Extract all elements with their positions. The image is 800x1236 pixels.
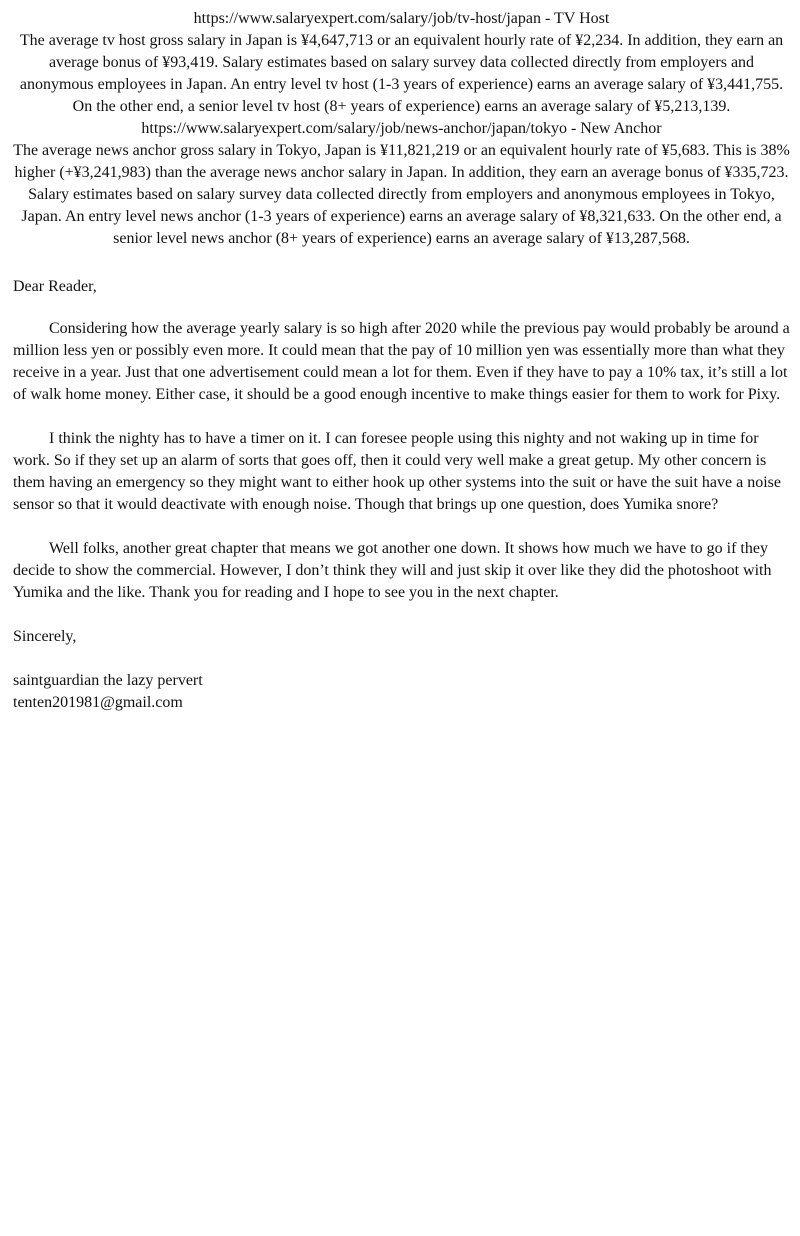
letter-paragraph-3: Well folks, another great chapter that means we got another one down. It shows how much we have to go if they decide to show the commercial. However, I don’t think they will and just skip it over like they did the photoshoot with Yumika and the like. Thank you for reading and I hope to see you in the next chapter. xyxy=(13,540,772,601)
signature-name: saintguardian the lazy pervert xyxy=(13,672,203,689)
letter-paragraph-2: I think the nighty has to have a timer on it. I can foresee people using this nighty and not waking up in time for work. So if they set up an alarm of sorts that goes off, then it could very well make a great getup. My other concern is them having an emergency so they might want to either hook up other systems into the suit or have the suit have a noise sensor so that it would deactivate with enough noise. Though that brings up one question, does Yumika snore? xyxy=(13,430,781,513)
source-heading-news-anchor: https://www.salaryexpert.com/salary/job/news-anchor/japan/tokyo - New Anchor xyxy=(141,120,662,137)
letter-paragraph-1: Considering how the average yearly salary is so high after 2020 while the previous pay would probably be around a million less yen or possibly even more. It could mean that the pay of 10 million yen was essentially more than what they receive in a year. Just that one advertisement could mean a lot for them. Even if they have to pay a 10% tax, it’s still a lot of walk home money. Either case, it should be a good enough incentive to make things easier for them to work for Pixy. xyxy=(13,320,790,403)
source-text-tv-host: The average tv host gross salary in Japan is ¥4,647,713 or an equivalent hourly rate of ¥2,234. In addition, they earn an average bonus of ¥93,419. Salary estimates based on salary survey data collected directly from employers and anonymous employees in Japan. An entry level tv host (1-3 years of experience) earns an average salary of ¥3,441,755. On the other end, a senior level tv host (8+ years of experience) earns an average salary of ¥5,213,139. xyxy=(19,32,784,115)
letter-salutation: Dear Reader, xyxy=(13,278,97,295)
letter-closing: Sincerely, xyxy=(13,628,77,645)
signature-email: tenten201981@gmail.com xyxy=(13,694,183,711)
source-heading-tv-host: https://www.salaryexpert.com/salary/job/tv-host/japan - TV Host xyxy=(193,10,610,27)
source-text-news-anchor: The average news anchor gross salary in Tokyo, Japan is ¥11,821,219 or an equivalent hourly rate of ¥5,683. This is 38% higher (+¥3,241,983) than the average news anchor salary in Japan. In addition, they earn an average bonus of ¥335,723. Salary estimates based on salary survey data collected directly from employers and anonymous employees in Tokyo, Japan. An entry level news anchor (1-3 years of experience) earns an average salary of ¥8,321,633. On the other end, a senior level news anchor (8+ years of experience) earns an average salary of ¥13,287,568. xyxy=(13,142,790,247)
author-letter xyxy=(13,276,790,714)
salary-sources xyxy=(13,8,790,250)
